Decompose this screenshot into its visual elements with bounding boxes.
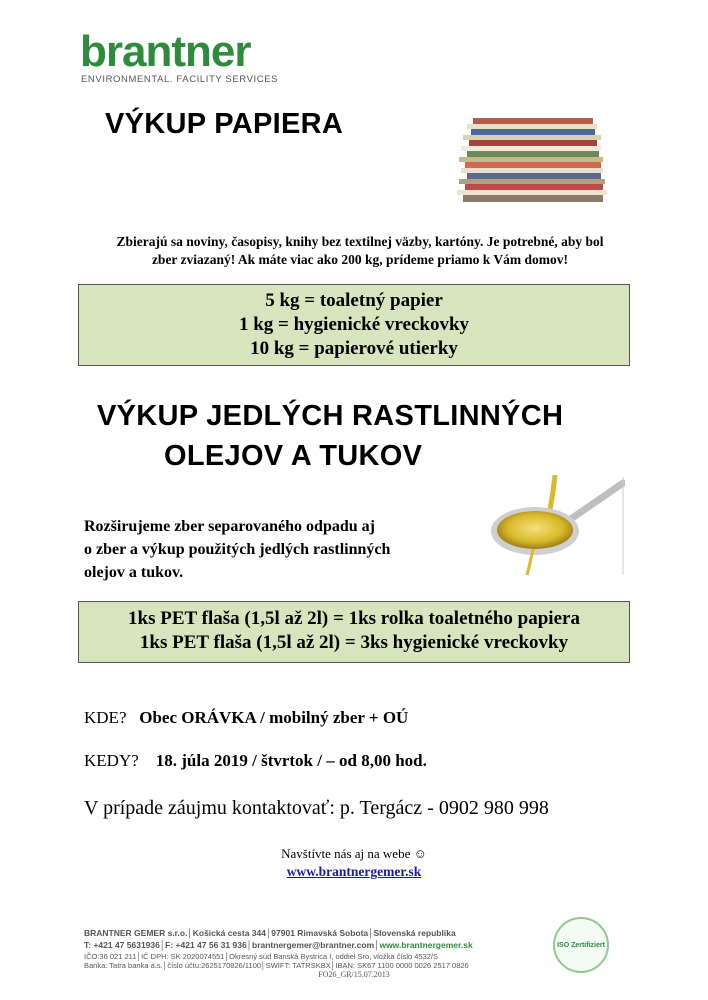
paper-offers-box — [78, 284, 630, 366]
paper-intro-line-1: Zbierajú sa noviny, časopisy, knihy bez textilnej väzby, kartóny. Je potrebné, aby bol — [116, 234, 604, 249]
paper-heading: VÝKUP PAPIERA — [105, 108, 344, 140]
paper-offer-item: 1 kg = hygienické vreckovky — [238, 314, 470, 335]
paper-offer-item: 10 kg = papierové utierky — [250, 338, 458, 359]
footer-registration: IČO:36 021 211│IČ DPH: SK 2020074551│Okresný súd Banská Bystrica I, oddiel Sro, vložka číslo 4532/S — [84, 952, 439, 961]
footer-bank: Banka: Tatra banka a.s.│číslo účtu:2625170826/1100│SWIFT: TATRSKBX│IBAN: SK67 1100 0000 0026 2517 0826 — [84, 961, 469, 970]
contact-line: V prípade záujmu kontaktovať: p. Tergácz - 0902 980 998 — [84, 797, 549, 819]
website-link[interactable]: www.brantnergemer.sk — [286, 864, 422, 879]
when-label: KEDY? — [84, 751, 139, 770]
oil-offer-item: 1ks PET flaša (1,5l až 2l) = 3ks hygienické vreckovky — [139, 632, 569, 653]
where-label: KDE? — [84, 708, 127, 727]
when-value: 18. júla 2019 / štvrtok / – od 8,00 hod. — [155, 751, 427, 770]
oil-offers-box — [78, 601, 630, 663]
where-row — [84, 708, 408, 728]
oil-text-line-1: Rozširujeme zber separovaného odpadu aj — [84, 518, 375, 535]
visit-text: Navštívte nás aj na webe ☺ — [281, 846, 427, 861]
oil-description — [84, 515, 390, 584]
logo-tagline: ENVIRONMENTAL. FACILITY SERVICES — [81, 74, 279, 85]
oil-spoon-image — [485, 475, 625, 580]
footer-address: BRANTNER GEMER s.r.o.│Košická cesta 344│97901 Rimavská Sobota│Slovenská republika — [84, 928, 456, 938]
oil-text-line-3: olejov a tukov. — [84, 564, 184, 581]
oil-offer-item: 1ks PET flaša (1,5l až 2l) = 1ks rolka toaletného papiera — [128, 608, 580, 629]
footer-contacts — [84, 940, 473, 950]
when-row — [84, 751, 427, 771]
iso-badge — [553, 917, 609, 973]
where-value: Obec ORÁVKA / mobilný zber + OÚ — [139, 708, 409, 727]
paper-intro-line-2: zber zviazaný! Ak máte viac ako 200 kg, prídeme priamo k Vám domov! — [151, 252, 569, 267]
oil-text-line-2: o zber a výkup použitých jedlých rastlinných — [84, 541, 391, 558]
paper-intro-text — [60, 233, 660, 269]
footer-website[interactable]: www.brantnergemer.sk — [379, 940, 473, 950]
footer-phone-email: T: +421 47 5631936│F: +421 47 56 31 936│brantnergemer@brantner.com│ — [84, 940, 380, 950]
footer-form-code: FO26_GR/15.07.2013 — [318, 970, 390, 979]
oil-heading-line-1: VÝKUP JEDLÝCH RASTLINNÝCH — [97, 400, 564, 432]
paper-stack-image — [455, 110, 615, 210]
paper-offer-item: 5 kg = toaletný papier — [265, 290, 443, 311]
iso-badge-label: ISO Zertifiziert — [557, 941, 605, 949]
brantner-logo: brantner — [80, 27, 251, 76]
oil-heading-line-2: OLEJOV A TUKOV — [164, 440, 423, 472]
